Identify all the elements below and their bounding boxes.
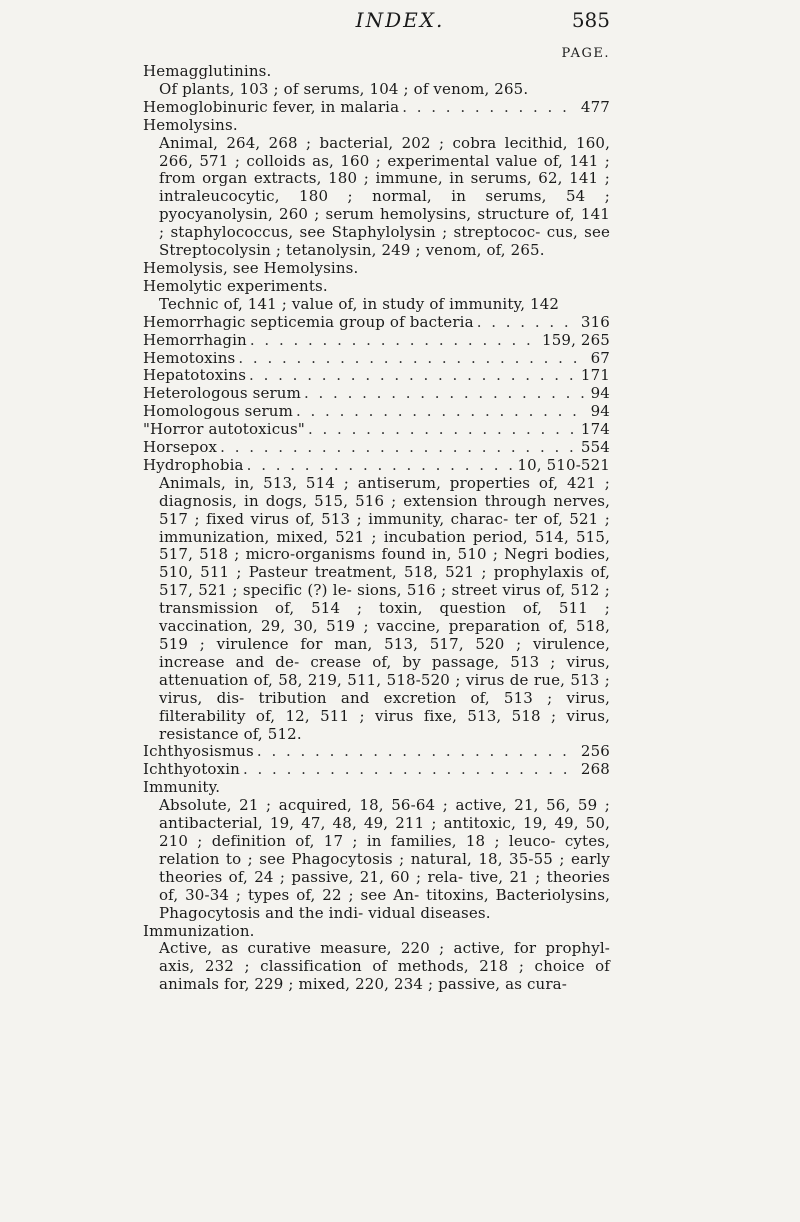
entry-subentries: Technic of, 141 ; value of, in study of immunity, 142 xyxy=(159,294,560,313)
page-number: 585 xyxy=(571,8,610,32)
index-entry xyxy=(143,278,610,314)
entry-heading: Homologous serum xyxy=(143,403,293,421)
leader-dots xyxy=(249,367,578,385)
entry-page-ref: 554 xyxy=(580,439,610,457)
entry-subentries: Animals, in, 513, 514 ; antiserum, properties of, 421 ; diagnosis, in dogs, 515, 516 ; extension through nerves, 517 ; fixed virus of, 513 ; immunity, charac- ter of, 521 ; immunization, mixed, 521 ; incubation period, 514, 515, 517, 518 ; micro-organisms found in, 510 ; Negri bodies, 510, 511 ; Pasteur treatment, 518, 521 ; prophylaxis of, 517, 521 ; specific (?) le- sions, 516 ; street virus of, 512 ; transmission of, 514 ; toxin, question of, 511 ; vaccination, 29, 30, 519 ; vaccine, preparation of, 518, 519 ; virulence for man, 513, 517, 520 ; virulence, increase and de- crease of, by passage, 513 ; virus, attenuation of, 58, 219, 511, 518-520 ; virus de rue, 513 ; virus, dis- tribution and excretion of, 513 ; virus, filterability of, 12, 511 ; virus fixe, 513, 518 ; virus, resistance of, 512. xyxy=(159,473,610,743)
entry-heading: Hemoglobinuric fever, in malaria xyxy=(143,98,400,116)
leader-dots xyxy=(296,403,588,421)
entry-subentries: Of plants, 103 ; of serums, 104 ; of venom, 265. xyxy=(159,79,529,98)
entry-page-ref: 174 xyxy=(580,421,610,439)
entry-heading-line xyxy=(143,439,610,457)
leader-dots xyxy=(257,743,578,761)
entry-heading: Immunization. xyxy=(143,921,255,940)
entry-heading-line xyxy=(143,923,610,941)
index-entry xyxy=(143,117,610,260)
entry-heading-line xyxy=(143,367,610,385)
entry-heading: Hemolysis, see Hemolysins. xyxy=(143,258,359,277)
entry-page-ref: 67 xyxy=(590,349,610,367)
index-entry xyxy=(143,403,610,421)
entry-heading-line xyxy=(143,421,610,439)
index-entry xyxy=(143,99,610,117)
entry-heading-line xyxy=(143,99,610,117)
entry-page-ref: 159, 265 xyxy=(542,331,610,349)
entry-heading-line xyxy=(143,260,610,278)
index-entry xyxy=(143,457,610,744)
entry-heading-line xyxy=(143,278,610,296)
entry-page-ref: 94 xyxy=(590,385,610,403)
entry-heading: "Horror autotoxicus" xyxy=(143,421,305,439)
entry-page-ref: 10, 510-521 xyxy=(517,456,610,474)
entry-heading-line xyxy=(143,385,610,403)
entry-page-ref: 171 xyxy=(580,367,610,385)
entry-heading-line xyxy=(143,332,610,350)
index-entry xyxy=(143,332,610,350)
entry-page-ref: 268 xyxy=(580,761,610,779)
entry-subentries: Absolute, 21 ; acquired, 18, 56-64 ; active, 21, 56, 59 ; antibacterial, 19, 47, 48, 49, 211 ; antitoxic, 19, 49, 50, 210 ; definition of, 17 ; in families, 18 ; leuco- cytes, relation to ; see Phagocytosis ; natural, 18, 35-55 ; early theories of, 24 ; passive, 21, 60 ; rela- tive, 21 ; theories of, 30-34 ; types of, 22 ; see An- titoxins, Bacteriolysins, Phagocytosis and the indi- vidual diseases. xyxy=(159,796,610,922)
entry-heading: Hemorrhagic septicemia group of bacteria xyxy=(143,313,474,331)
leader-dots xyxy=(250,332,539,350)
index-entry xyxy=(143,260,610,278)
leader-dots xyxy=(402,99,578,117)
entry-heading-line xyxy=(143,63,610,81)
entry-heading: Hemolytic experiments. xyxy=(143,276,328,295)
index-entry xyxy=(143,314,610,332)
index-entry xyxy=(143,761,610,779)
entry-heading-line xyxy=(143,457,610,475)
entry-heading-line xyxy=(143,779,610,797)
entry-heading: Hemotoxins xyxy=(143,349,236,367)
index-entry xyxy=(143,779,610,922)
entry-heading-line xyxy=(143,314,610,332)
index-entries xyxy=(143,63,610,994)
leader-dots xyxy=(238,350,587,368)
entry-heading-line xyxy=(143,761,610,779)
entry-heading: Hydrophobia xyxy=(143,456,244,474)
leader-dots xyxy=(304,385,588,403)
index-entry xyxy=(143,350,610,368)
running-title: INDEX. xyxy=(355,8,445,32)
entry-subentries: Animal, 264, 268 ; bacterial, 202 ; cobra lecithid, 160, 266, 571 ; colloids as, 160 ; experimental value of, 141 ; from organ extracts, 180 ; immune, in serums, 62, 141 ; intraleucocytic, 180 ; normal, in serums, 54 ; pyocyanolysin, 260 ; serum hemolysins, structure of, 141 ; staphylococcus, see Staphylolysin ; streptococ- cus, see Streptocolysin ; tetanolysin, 249 ; venom, of, 265. xyxy=(159,133,610,260)
entry-heading: Heterologous serum xyxy=(143,385,301,403)
entry-page-ref: 94 xyxy=(590,403,610,421)
index-entry xyxy=(143,923,610,995)
entry-heading-line xyxy=(143,403,610,421)
index-entry xyxy=(143,421,610,439)
entry-subentries: Active, as curative measure, 220 ; active, for prophyl- axis, 232 ; classification of methods, 218 ; choice of animals for, 229 ; mixed, 220, 234 ; passive, as cura- xyxy=(159,939,610,994)
entry-heading-line xyxy=(143,350,610,368)
index-entry xyxy=(143,743,610,761)
entry-page-ref: 316 xyxy=(580,313,610,331)
index-entry xyxy=(143,439,610,457)
entry-heading: Horsepox xyxy=(143,439,218,457)
entry-heading-line xyxy=(143,117,610,135)
entry-heading: Ichthyosismus xyxy=(143,743,254,761)
entry-heading: Hemolysins. xyxy=(143,115,238,134)
entry-heading: Hepatotoxins xyxy=(143,367,247,385)
leader-dots xyxy=(243,761,578,779)
entry-heading: Immunity. xyxy=(143,778,221,797)
leader-dots xyxy=(308,421,578,439)
entry-heading: Hemorrhagin xyxy=(143,331,247,349)
entry-heading: Ichthyotoxin xyxy=(143,761,240,779)
entry-heading-line xyxy=(143,743,610,761)
index-entry xyxy=(143,367,610,385)
index-entry xyxy=(143,63,610,99)
entry-heading: Hemagglutinins. xyxy=(143,62,272,80)
leader-dots xyxy=(220,439,578,457)
entry-page-ref: 477 xyxy=(580,98,610,116)
index-entry xyxy=(143,385,610,403)
page-header xyxy=(0,0,800,40)
entry-page-ref: 256 xyxy=(580,743,610,761)
page-column-label: PAGE. xyxy=(561,46,610,61)
leader-dots xyxy=(247,457,515,475)
leader-dots xyxy=(477,314,578,332)
